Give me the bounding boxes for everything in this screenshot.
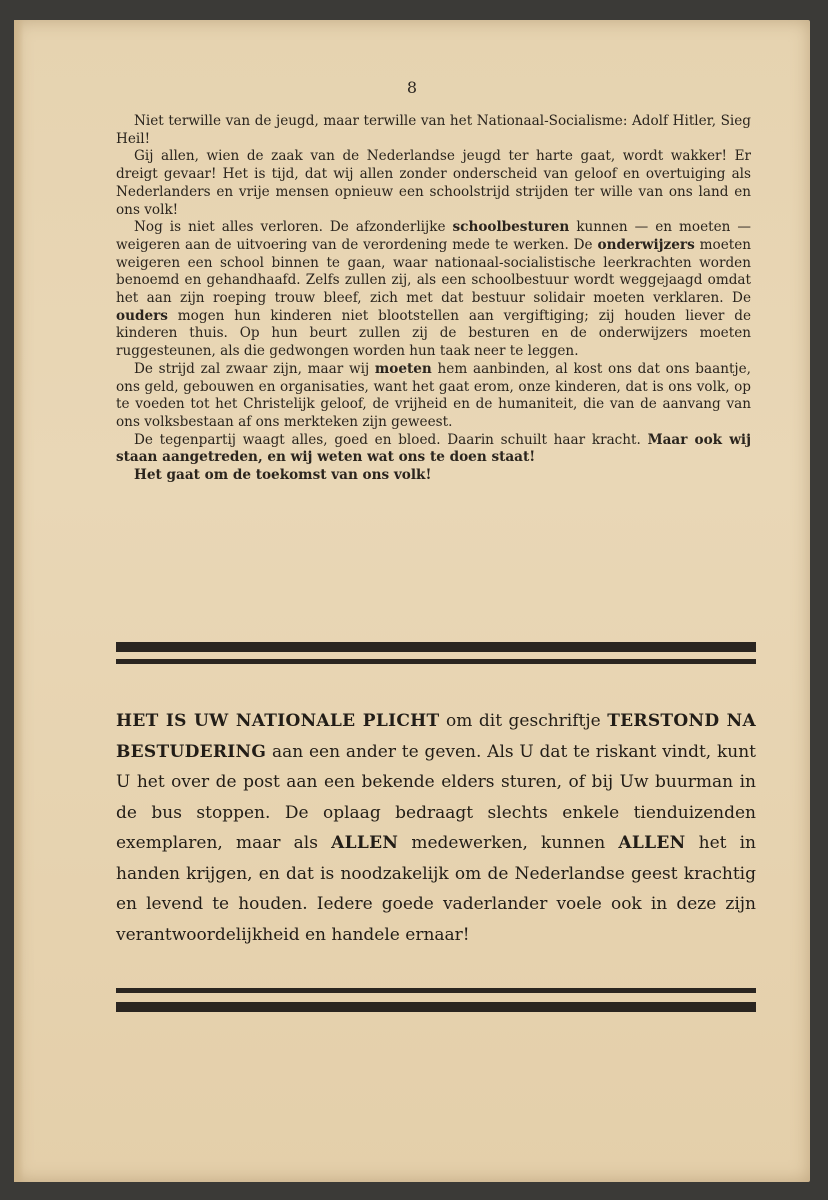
paragraph	[116, 361, 751, 432]
national-duty-notice	[116, 706, 756, 950]
notice-text: medewerken, kunnen	[398, 833, 619, 853]
paragraph-text: Niet terwille van de jeugd, maar terwille van het Nationaal-Socialisme: Adolf Hitler, Sieg Heil!	[116, 113, 751, 147]
double-rule-bottom	[116, 988, 756, 1012]
rule-thin	[116, 659, 756, 664]
paragraph-text: kunnen — en moeten — weigeren aan de uitvoering van de verordening mede te werken. De	[116, 219, 751, 253]
paragraph-text: hem aanbinden, al kost ons dat ons baantje, ons geld, gebouwen en organisaties, want het gaat erom, onze kinderen, dat is ons volk, op te voeden tot het Christelijk geloof, de vrijheid en de humaniteit, die van de aanvang van ons volksbestaan af ons merkteken zijn geweest.	[116, 360, 751, 430]
double-rule-top	[116, 642, 756, 664]
paragraph	[116, 432, 751, 467]
rule-thin	[116, 988, 756, 993]
emphasized-text: Maar ook wij staan aangetreden, en wij weten wat ons te doen staat!	[116, 431, 751, 466]
paragraph	[116, 113, 751, 148]
notice-text: aan een ander te geven. Als U dat te riskant vindt, kunt U het over de post aan een bekende elders sturen, of bij Uw buurman in de bus stoppen. De oplaag bedraagt slechts enkele tienduizenden exemplaren, maar als	[116, 741, 756, 853]
rule-thick	[116, 642, 756, 652]
notice-text: het in handen krijgen, en dat is noodzakelijk om de Nederlandse geest krachtig en levend te houden. Iedere goede vaderlander voele ook in deze zijn verantwoordelijkheid en handele ernaar!	[116, 833, 756, 945]
paragraph-text: moeten weigeren een school binnen te gaan, waar nationaal-socialistische leerkrachten worden benoemd en gehandhaafd. Zelfs zullen zij, als een schoolbestuur wordt weggejaagd omdat het aan zijn roeping trouw bleef, zich met dat bestuur solidair moeten verklaren. De	[116, 236, 752, 307]
rule-thick	[116, 1002, 756, 1012]
emphasized-text: moeten	[374, 360, 432, 377]
notice-caps: ALLEN	[618, 833, 686, 853]
emphasized-text: schoolbesturen	[452, 219, 570, 236]
notice-text: om dit geschriftje	[439, 711, 608, 731]
body-text	[116, 113, 751, 485]
document-page	[14, 20, 810, 1182]
paragraph-text: Nog is niet alles verloren. De afzonderlijke	[134, 219, 453, 236]
paragraph	[116, 219, 751, 361]
paragraph-text: Gij allen, wien de zaak van de Nederlandse jeugd ter harte gaat, wordt wakker! Er dreigt gevaar! Het is tijd, dat wij allen zonder onderscheid van geloof en overtuiging als Nederlanders en vrije mensen opnieuw een schoolstrijd strijden ter wille van ons land en ons volk!	[116, 148, 751, 218]
paragraph-text: De strijd zal zwaar zijn, maar wij	[134, 360, 375, 377]
emphasized-text: ouders	[116, 307, 168, 324]
paragraph-text: De tegenpartij waagt alles, goed en bloed. Daarin schuilt haar kracht.	[134, 431, 648, 448]
paragraph-text: mogen hun kinderen niet blootstellen aan vergiftiging; zij houden liever de kinderen thuis. Op hun beurt zullen zij de besturen en de onderwijzers moeten ruggesteunen, als die gedwongen worden hun taak neer te leggen.	[116, 307, 751, 360]
emphasized-text: onderwijzers	[597, 236, 695, 253]
paragraph	[116, 148, 751, 219]
notice-caps: HET IS UW NATIONALE PLICHT	[116, 711, 440, 731]
notice-caps: ALLEN	[331, 833, 399, 853]
closing-line: Het gaat om de toekomst van ons volk!	[134, 467, 432, 484]
notice-caps: TERSTOND NA BESTUDERING	[116, 711, 757, 762]
page-number: 8	[406, 78, 418, 97]
